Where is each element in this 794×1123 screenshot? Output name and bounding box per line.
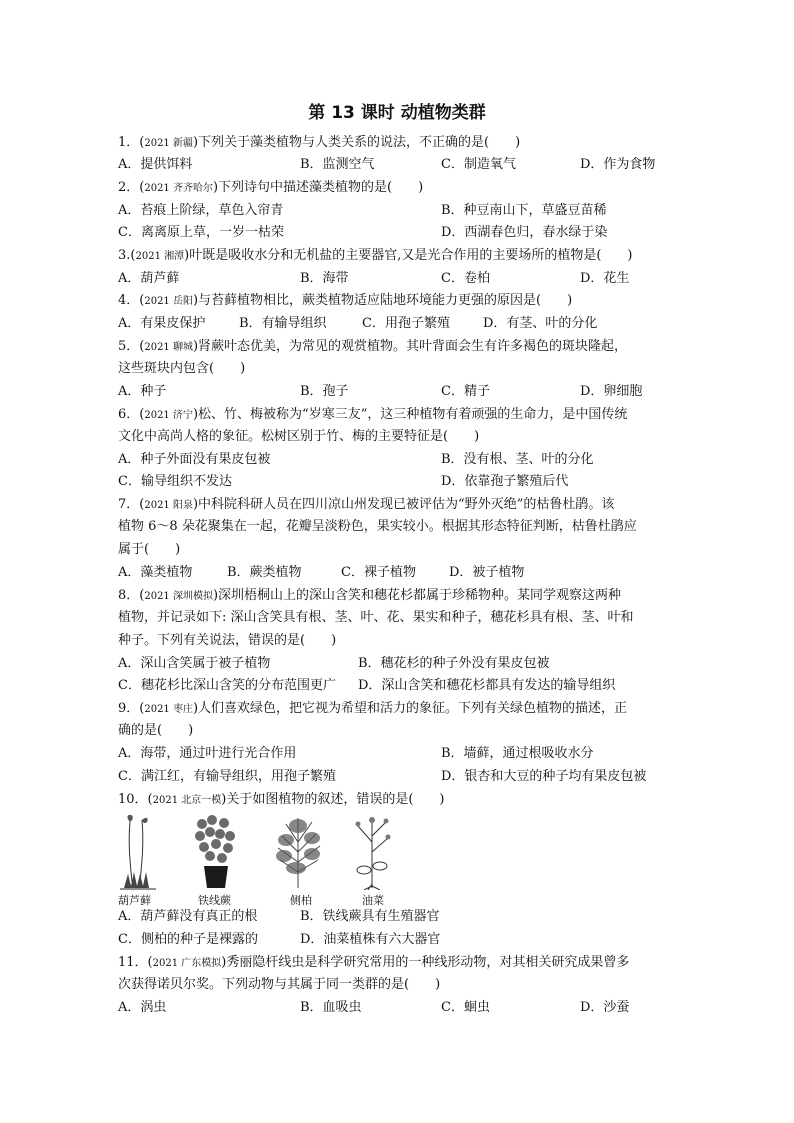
q2-option-c: C．离离原上草，一岁一枯荣	[118, 225, 284, 240]
question-9-stem	[118, 700, 627, 719]
question-text: )肾蕨叶态优美，为常见的观赏植物。其叶背面会生有许多褐色的斑块隆起，	[192, 339, 628, 354]
question-text: )关于如图植物的叙述，错误的是( )	[221, 792, 445, 807]
figure-caption-rapeseed: 油菜	[362, 894, 384, 907]
q5-option-b: B．孢子	[300, 384, 349, 399]
question-11-stem-cont: 次获得诺贝尔奖。下列动物与其属于同一类群的是( )	[118, 977, 441, 992]
figure-caption-cypress: 侧柏	[290, 894, 312, 907]
question-text: )人们喜欢绿色，把它视为希望和活力的象征。下列有关绿色植物的描述，正	[192, 701, 628, 716]
q9-option-d: D．银杏和大豆的种子均有果皮包被	[441, 769, 647, 784]
question-source: 2021 济宁	[144, 410, 193, 421]
rapeseed-plant-icon	[350, 812, 396, 890]
q3-option-d: D．花生	[580, 271, 630, 286]
q6-option-a: A．种子外面没有果皮包被	[118, 452, 271, 467]
question-text: )与苔藓植物相比，蕨类植物适应陆地环境能力更强的原因是( )	[192, 293, 573, 308]
question-6-stem-cont: 文化中高尚人格的象征。松树区别于竹、梅的主要特征是( )	[118, 429, 480, 444]
q4-option-d: D．有茎、叶的分化	[483, 316, 598, 331]
question-9-stem-cont: 确的是( )	[118, 723, 194, 738]
question-5-stem	[118, 338, 627, 357]
question-text: )叶既是吸收水分和无机盐的主要器官,又是光合作用的主要场所的植物是( )	[184, 248, 633, 263]
question-8-stem-cont2: 种子。下列有关说法，错误的是( )	[118, 633, 337, 648]
q10-option-c: C．侧柏的种子是裸露的	[118, 932, 258, 947]
figure-caption-moss: 葫芦藓	[118, 894, 151, 907]
q10-option-b: B．铁线蕨具有生殖器官	[300, 909, 440, 924]
q10-option-d: D．油菜植株有六大器官	[300, 932, 441, 947]
question-text: )下列关于藻类植物与人类关系的说法，不正确的是( )	[192, 135, 521, 150]
question-6-stem	[118, 406, 627, 425]
q9-option-c: C．满江红，有输导组织，用孢子繁殖	[118, 769, 336, 784]
q4-option-a: A．有果皮保护	[118, 316, 206, 331]
question-source: 2021 湘潭	[135, 251, 185, 262]
q7-option-a: A．藻类植物	[118, 565, 193, 580]
question-text: )深圳梧桐山上的深山含笑和穗花杉都属于珍稀物种。某同学观察这两种	[212, 588, 622, 603]
q5-option-a: A．种子	[118, 384, 167, 399]
q4-option-c: C．用孢子繁殖	[362, 316, 450, 331]
q1-option-c: C．制造氧气	[441, 157, 516, 172]
question-7-stem-cont2: 属于( )	[118, 542, 181, 557]
question-5-stem-cont: 这些斑块内包含( )	[118, 361, 246, 376]
question-source: 2021 阳泉	[144, 500, 193, 511]
question-text: )松、竹、梅被称为“岁寒三友”，这三种植物有着顽强的生命力，是中国传统	[192, 407, 628, 422]
question-source: 2021 岳阳	[144, 296, 193, 307]
question-number: 11．(	[118, 955, 153, 970]
question-number: 7．(	[118, 497, 145, 512]
q11-option-b: B．血吸虫	[300, 1000, 362, 1015]
question-text: )下列诗句中描述藻类植物的是( )	[212, 180, 424, 195]
plant-figure	[118, 812, 418, 907]
q2-option-a: A．苔痕上阶绿，草色入帘青	[118, 203, 284, 218]
question-10-stem	[118, 791, 444, 810]
q1-option-d: D．作为食物	[580, 157, 656, 172]
moss-plant-icon	[118, 812, 158, 890]
question-source: 2021 新疆	[144, 138, 193, 149]
q3-option-a: A．葫芦藓	[118, 271, 180, 286]
question-8-stem	[118, 587, 621, 606]
q8-option-a: A．深山含笑属于被子植物	[118, 656, 271, 671]
question-number: 4．(	[118, 293, 145, 308]
q3-option-c: C．卷柏	[441, 271, 490, 286]
q8-option-c: C．穗花杉比深山含笑的分布范围更广	[118, 678, 336, 693]
question-number: 3.(	[118, 248, 136, 263]
cypress-branch-icon	[272, 812, 326, 890]
question-text: )中科院科研人员在四川凉山州发现已被评估为“野外灭绝”的枯鲁杜鹃。该	[192, 497, 615, 512]
q11-option-d: D．沙蚕	[580, 1000, 630, 1015]
question-text: )秀丽隐杆线虫是科学研究常用的一种线形动物，对其相关研究成果曾多	[221, 955, 630, 970]
question-4-stem	[118, 292, 572, 311]
question-8-stem-cont: 植物，并记录如下: 深山含笑具有根、茎、叶、花、果实和种子，穗花杉具有根、茎、叶和	[118, 610, 634, 625]
q2-option-b: B．种豆南山下，草盛豆苗稀	[441, 203, 607, 218]
q3-option-b: B．海带	[300, 271, 349, 286]
q6-option-d: D．依靠孢子繁殖后代	[441, 474, 569, 489]
q7-option-b: B．蕨类植物	[227, 565, 302, 580]
q5-option-d: D．卵细胞	[580, 384, 643, 399]
question-source: 2021 齐齐哈尔	[144, 183, 213, 194]
question-1-stem	[118, 134, 520, 153]
question-number: 9．(	[118, 701, 145, 716]
question-source: 2021 广东模拟	[152, 958, 222, 969]
question-source: 2021 聊城	[144, 342, 193, 353]
question-7-stem	[118, 496, 614, 515]
q11-option-a: A．涡虫	[118, 1000, 167, 1015]
q1-option-a: A．提供饵料	[118, 157, 193, 172]
q6-option-b: B．没有根、茎、叶的分化	[441, 452, 594, 467]
q9-option-b: B．墙藓，通过根吸收水分	[441, 746, 594, 761]
q4-option-b: B．有输导组织	[239, 316, 327, 331]
question-number: 1．(	[118, 135, 145, 150]
question-number: 6．(	[118, 407, 145, 422]
question-11-stem	[118, 954, 629, 973]
q2-option-d: D．西湖春色归，春水绿于染	[441, 225, 608, 240]
question-source: 2021 北京一模	[152, 795, 222, 806]
question-number: 8．(	[118, 588, 145, 603]
q8-option-b: B．穗花杉的种子外没有果皮包被	[358, 656, 550, 671]
question-number: 5．(	[118, 339, 145, 354]
q7-option-c: C．裸子植物	[341, 565, 416, 580]
q6-option-c: C．输导组织不发达	[118, 474, 232, 489]
question-3-stem	[118, 247, 632, 266]
question-source: 2021 枣庄	[144, 704, 193, 715]
figure-caption-fern: 铁线蕨	[198, 894, 231, 907]
q7-option-d: D．被子植物	[449, 565, 525, 580]
fern-plant-icon	[192, 814, 240, 890]
q10-option-a: A．葫芦藓没有真正的根	[118, 909, 258, 924]
q8-option-d: D．深山含笑和穗花杉都具有发达的输导组织	[358, 678, 616, 693]
q9-option-a: A．海带，通过叶进行光合作用	[118, 746, 297, 761]
question-number: 2．(	[118, 180, 145, 195]
question-source: 2021 深圳模拟	[144, 591, 213, 602]
question-number: 10．(	[118, 792, 153, 807]
q11-option-c: C．蛔虫	[441, 1000, 490, 1015]
q1-option-b: B．监测空气	[300, 157, 375, 172]
question-7-stem-cont: 植物 6～8 朵花聚集在一起，花瓣呈淡粉色，果实较小。根据其形态特征判断，枯鲁杜鹃应	[118, 519, 637, 534]
page-title: 第 13 课时 动植物类群	[308, 103, 486, 123]
q5-option-c: C．精子	[441, 384, 490, 399]
question-2-stem	[118, 179, 423, 198]
